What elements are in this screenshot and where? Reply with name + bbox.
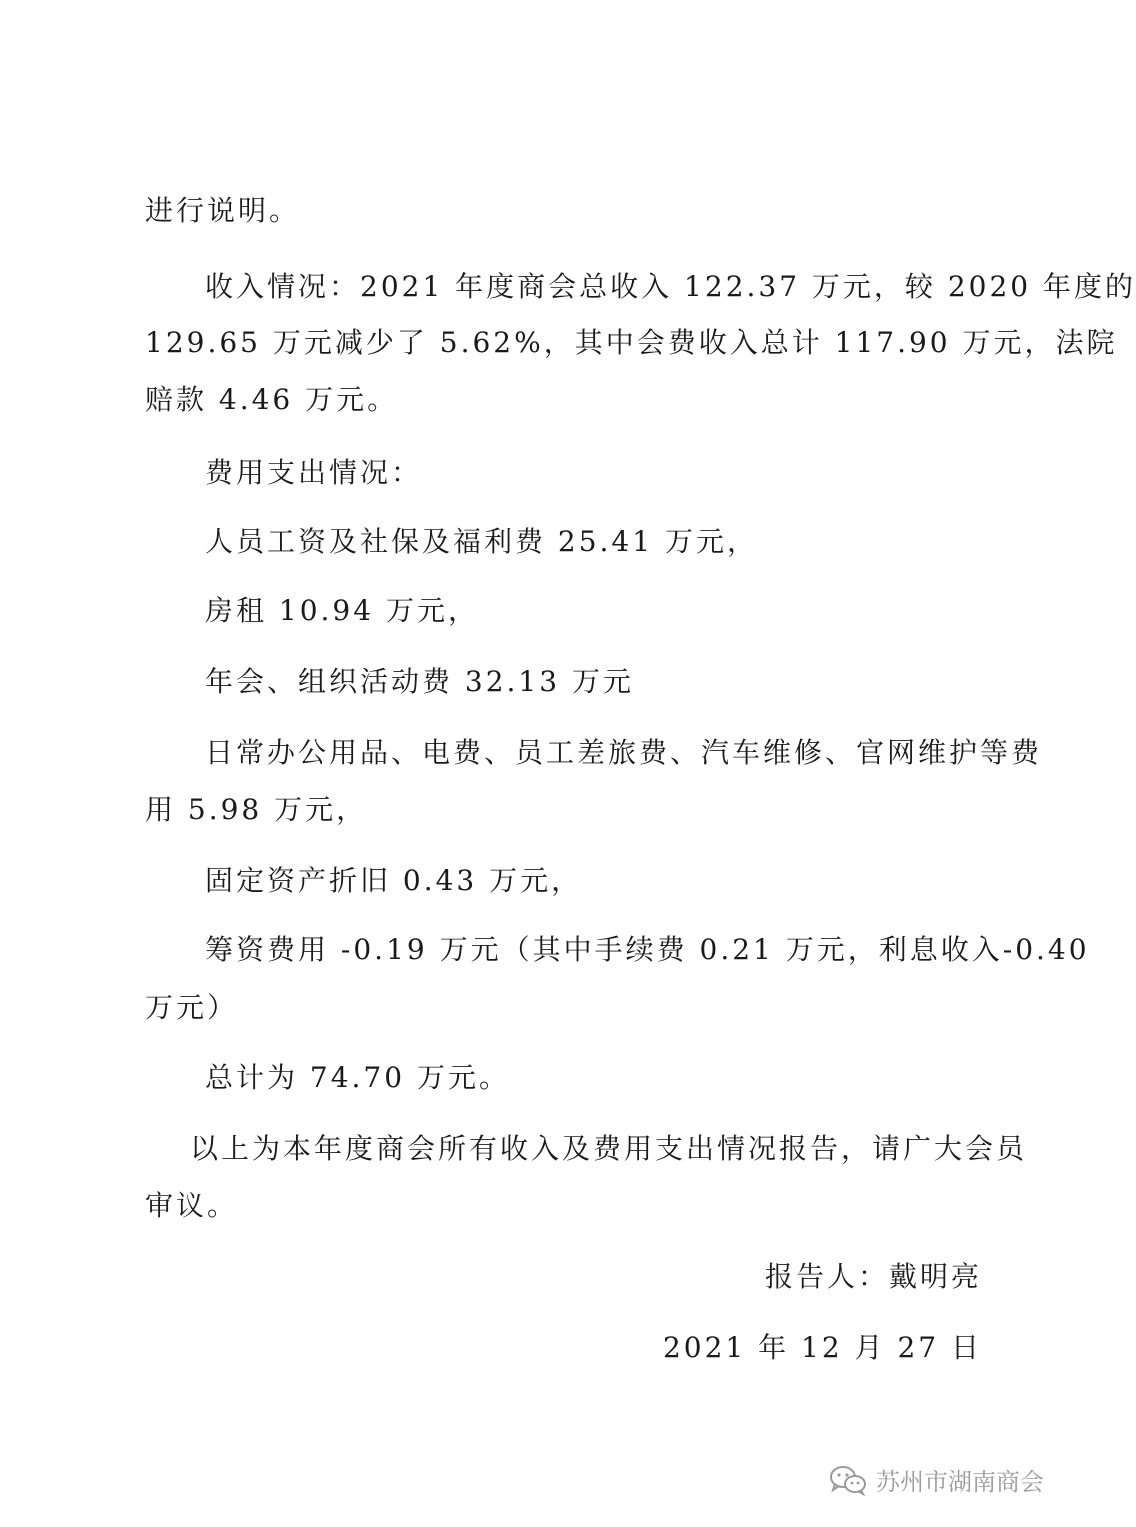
expense-item: 固定资产折旧 0.43 万元，	[205, 864, 583, 897]
expense-item: 年会、组织活动费 32.13 万元	[205, 665, 634, 698]
expense-item: 日常办公用品、电费、员工差旅费、汽车维修、官网维护等费	[205, 736, 1043, 769]
expense-total: 总计为 74.70 万元。	[205, 1061, 510, 1094]
report-date: 2021 年 12 月 27 日	[662, 1331, 982, 1364]
wechat-icon	[828, 1464, 868, 1496]
expense-item: 用 5.98 万元，	[145, 793, 368, 826]
watermark-text: 苏州市湖南商会	[876, 1468, 1044, 1496]
income-paragraph-line: 赔款 4.46 万元。	[145, 383, 399, 416]
expense-item: 房租 10.94 万元，	[205, 594, 479, 627]
expense-item: 人员工资及社保及福利费 25.41 万元，	[205, 525, 758, 558]
expense-heading: 费用支出情况：	[205, 456, 423, 489]
closing-paragraph-line: 以上为本年度商会所有收入及费用支出情况报告，请广大会员	[190, 1132, 1028, 1165]
reporter-signature: 报告人：戴明亮	[764, 1260, 982, 1293]
closing-paragraph-line: 审议。	[145, 1189, 239, 1222]
expense-item: 筹资费用 -0.19 万元（其中手续费 0.21 万元，利息收入-0.40	[205, 933, 1090, 966]
text-line: 进行说明。	[145, 194, 301, 227]
income-paragraph-line: 收入情况：2021 年度商会总收入 122.37 万元，较 2020 年度的	[205, 270, 1136, 303]
income-paragraph-line: 129.65 万元减少了 5.62%，其中会费收入总计 117.90 万元，法院	[145, 326, 1118, 359]
expense-item: 万元）	[145, 991, 239, 1024]
watermark	[828, 1462, 1044, 1497]
